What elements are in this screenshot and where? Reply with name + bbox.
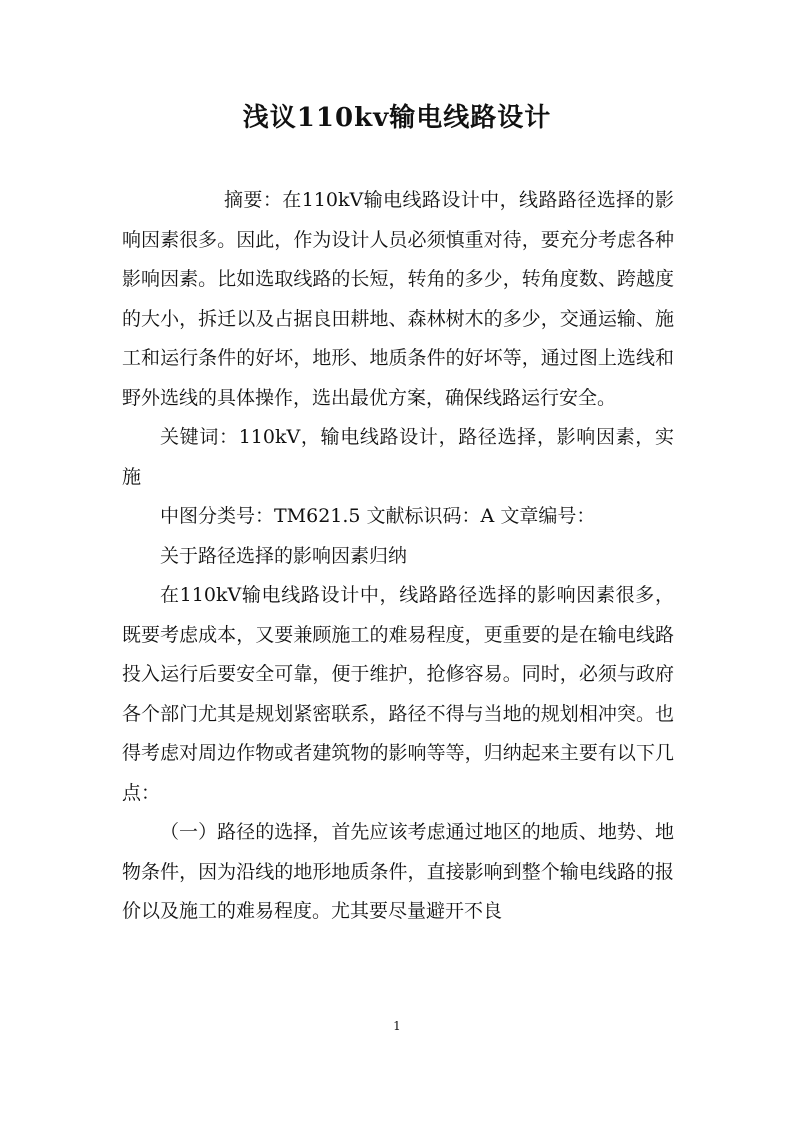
classification-line: 中图分类号：TM621.5 文献标识码：A 文章编号： (160, 505, 596, 527)
keywords-paragraph: 关键词：110kV，输电线路设计，路径选择，影响因素，实施 (122, 426, 674, 488)
body-paragraph-2: （一）路径的选择，首先应该考虑通过地区的地质、地势、地物条件，因为沿线的地形地质条件，直接影响到整个输电线路的报价以及施工的难易程度。尤其要尽量避开不良 (122, 821, 674, 922)
document-title: 浅议110kv输电线路设计 (242, 103, 552, 133)
body-paragraph-1: 在110kV输电线路设计中，线路路径选择的影响因素很多，既要考虑成本，又要兼顾施工的难易程度，更重要的是在输电线路投入运行后要安全可靠，便于维护，抢修容易。同时，必须与政府各个部门尤其是规划紧密联系，路径不得与当地的规划相冲突。也得考虑对周边作物或者建筑物的影响等等，归纳起来主要有以下几点： (122, 584, 674, 804)
page-number: 1 (393, 1019, 401, 1033)
abstract-paragraph: 摘要：在110kV输电线路设计中，线路路径选择的影响因素很多。因此，作为设计人员必须慎重对待，要充分考虑各种影响因素。比如选取线路的长短，转角的多少，转角度数、跨越度的大小，拆迁以及占据良田耕地、森林树木的多少，交通运输、施工和运行条件的好坏，地形、地质条件的好坏等，通过图上选线和野外选线的具体操作，选出最优方案，确保线路运行安全。 (122, 189, 674, 409)
section-heading: 关于路径选择的影响因素归纳 (160, 544, 408, 567)
document-body (122, 181, 674, 932)
